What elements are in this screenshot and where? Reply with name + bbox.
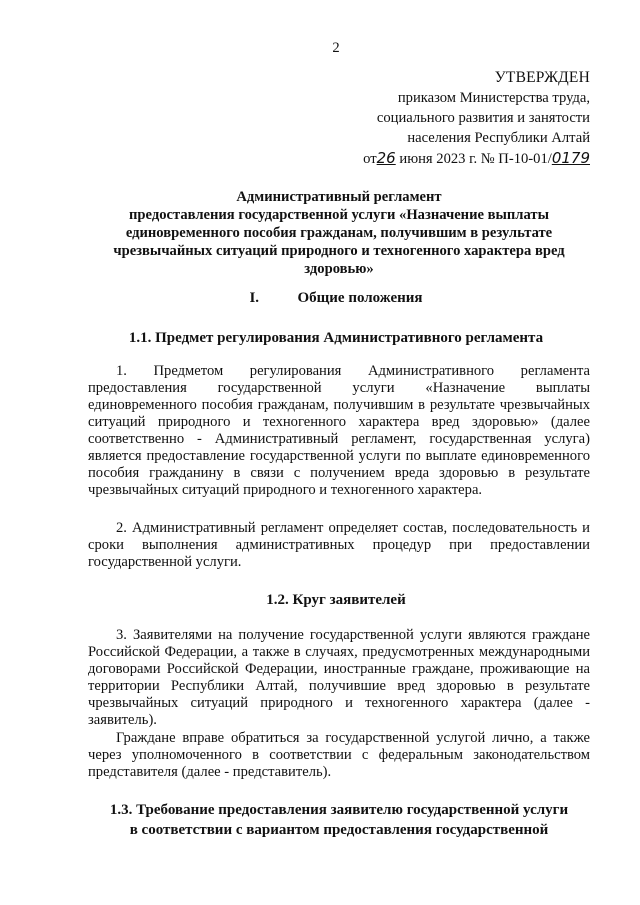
approval-line-2: социального развития и занятости: [376, 110, 590, 126]
paragraph-4: Граждане вправе обратиться за государственной услугой лично, а также через уполномоченного в соответствии с федеральным законодательством представителя (далее - представитель).: [88, 730, 590, 780]
title-line-4: чрезвычайных ситуаций природного и техногенного характера вред: [113, 243, 565, 259]
approval-line-1: приказом Министерства труда,: [397, 90, 590, 106]
paragraph-3: 3. Заявителями на получение государственной услуги являются граждане Российской Федерации, а также в случаях, предусмотренных международными договорами Российской Федерации, иностранные граждане, проживающие на территории Республики Алтай, получившие вред здоровью в результате чрезвычайных ситуаций природного и техногенного характера (далее - заявитель).: [88, 627, 590, 728]
paragraph-2: 2. Административный регламент определяет состав, последовательность и сроки выполнения административных процедур при предоставлении государственной услуги.: [88, 520, 590, 570]
approval-date-line: [340, 148, 590, 169]
title-line-3: единовременного пособия гражданам, получившим в результате: [125, 225, 553, 241]
paragraph-1: 1. Предметом регулирования Административного регламента предоставления государственной услуги «Назначение выплаты единовременного пособия гражданам, получившим в результате чрезвычайных ситуаций природного и техногенного характера вред здоровью» (далее соответственно - Административный регламент, государственная услуга) является предоставление государственной услуги по выплате единовременного пособия гражданину в связи с получением вреда здоровью в результате чрезвычайных ситуаций природного и техногенного характера.: [88, 363, 590, 498]
page-number: 2: [332, 40, 340, 56]
subsection-1-3-line-1: 1.3. Требование предоставления заявителю государственной услуги: [109, 802, 569, 818]
title-line-1: Административный регламент: [236, 189, 442, 205]
section-1-number: I.: [249, 290, 260, 306]
date-prefix: от: [363, 151, 377, 167]
section-1-heading: [0, 290, 640, 307]
subsection-1-2-heading: 1.2. Круг заявителей: [266, 592, 406, 608]
handwritten-day: 26: [376, 149, 396, 167]
handwritten-number: 0179: [551, 149, 590, 167]
date-rest: июня 2023 г. № П-10-01/: [395, 151, 552, 167]
subsection-1-3-heading: [88, 800, 590, 840]
document-title: [88, 188, 590, 278]
subsection-1-1-heading: 1.1. Предмет регулирования Административного регламента: [128, 330, 544, 346]
section-1-title: Общие положения: [297, 290, 423, 306]
approval-block: [340, 68, 590, 169]
title-line-2: предоставления государственной услуги «Назначение выплаты: [129, 207, 549, 223]
approval-line-3: населения Республики Алтай: [407, 130, 590, 146]
approval-heading: УТВЕРЖДЕН: [494, 69, 590, 86]
title-line-5: здоровью»: [304, 261, 374, 277]
subsection-1-3-line-2: в соответствии с вариантом предоставления государственной: [129, 822, 549, 838]
